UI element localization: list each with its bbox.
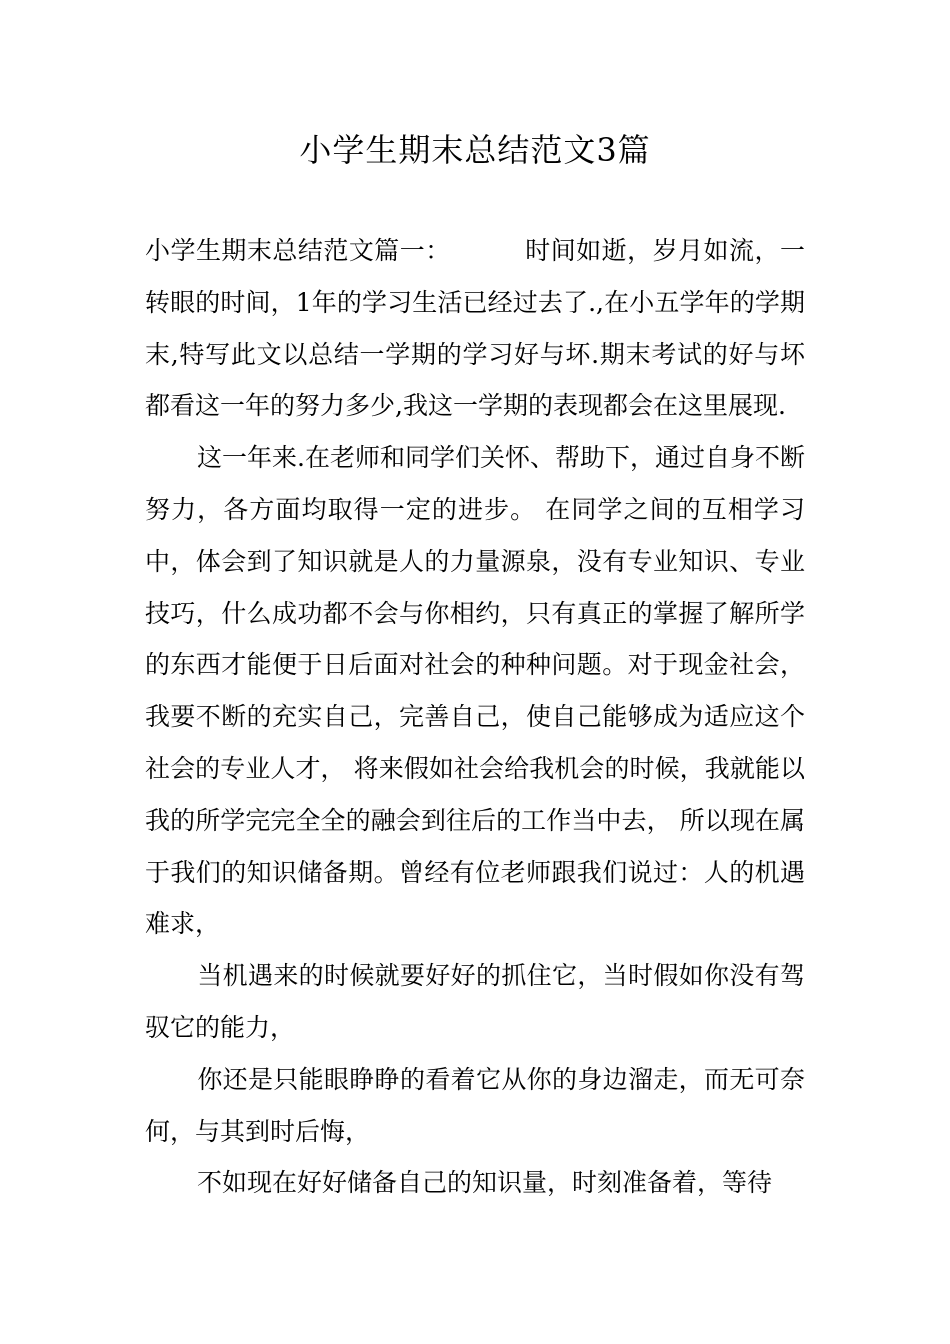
paragraph-1 <box>145 225 805 432</box>
paragraph-2-text: 这一年来.在老师和同学们关怀、帮助下，通过自身不断努力，各方面均取得一定的进步。 在同学之间的互相学习中，体会到了知识就是人的力量源泉，没有专业知识、专业技巧，什么成功都不会与你相约，只有真正的掌握了解所学的东西才能便于日后面对社会的种种问题。对于现金社会，我要不断的充实自己，完善自己，使自己能够成为适应这个社会的专业人才， 将来假如社会给我机会的时候，我就能以我的所学完完全全的融会到往后的工作当中去， 所以现在属于我们的知识储备期。曾经有位老师跟我们说过：人的机遇难求， <box>145 443 805 939</box>
paragraph-2 <box>145 432 805 950</box>
paragraph-1-text: 时间如逝，岁月如流，一转眼的时间，1年的学习生活已经过去了.,在小五学年的学期末,特写此文以总结一学期的学习好与坏.期末考试的好与坏都看这一年的努力多少,我这一学期的表现都会在这里展现. <box>145 236 805 421</box>
paragraph-5-text: 不如现在好好储备自己的知识量，时刻准备着，等待 <box>197 1168 773 1198</box>
paragraph-4-text: 你还是只能眼睁睁的看着它从你的身边溜走，而无可奈何，与其到时后悔， <box>145 1064 805 1146</box>
paragraph-4 <box>145 1054 805 1158</box>
document-body <box>145 225 805 1209</box>
document-title: 小学生期末总结范文3篇 <box>299 131 651 169</box>
section-heading: 小学生期末总结范文篇一： <box>145 236 451 265</box>
paragraph-3-text: 当机遇来的时候就要好好的抓住它，当时假如你没有驾驭它的能力， <box>145 961 805 1042</box>
paragraph-5 <box>145 1157 805 1209</box>
paragraph-3 <box>145 950 805 1054</box>
